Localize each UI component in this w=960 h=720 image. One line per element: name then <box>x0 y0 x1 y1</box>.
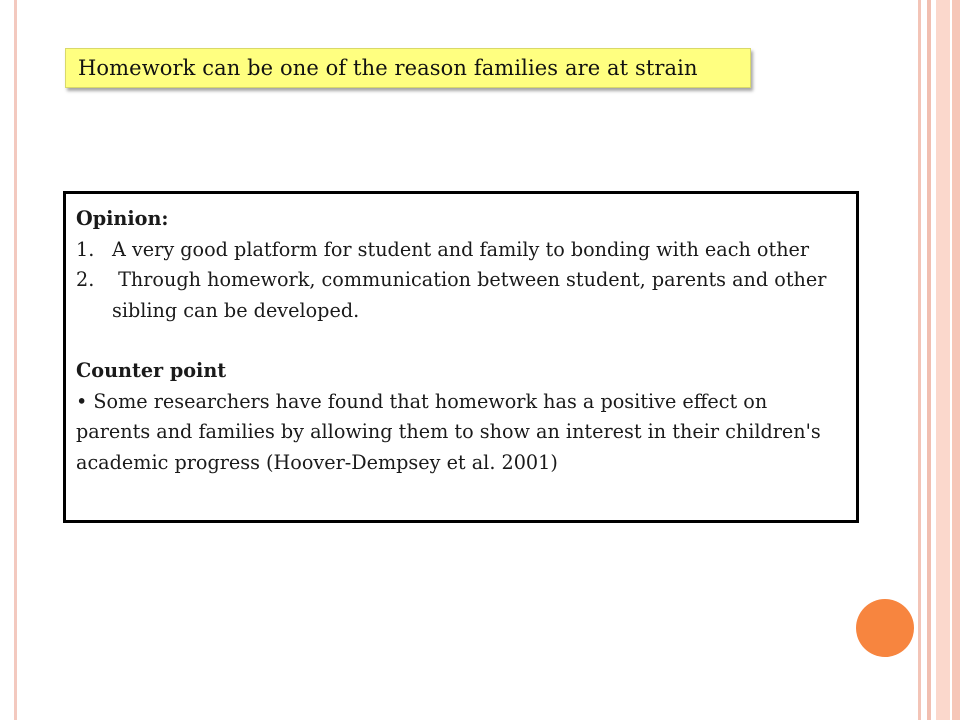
list-item-text: A very good platform for student and family to bonding with each other <box>112 237 810 261</box>
counter-point-heading: Counter point <box>76 359 227 382</box>
content-box <box>63 191 859 523</box>
opinion-list <box>76 235 846 327</box>
stripe <box>927 0 931 720</box>
stripe <box>936 0 950 720</box>
counter-point-text: • Some researchers have found that homework has a positive effect on parents and families by allowing them to show an interest in their children's academic progress (Hoover-Dempsey et al. 2001) <box>76 389 821 474</box>
slide-title: Homework can be one of the reason families are at strain <box>78 56 698 80</box>
stripe <box>952 0 960 720</box>
opinion-heading: Opinion: <box>76 207 169 230</box>
list-item-text: Through homework, communication between student, parents and other sibling can be developed. <box>112 268 833 322</box>
slide-title-box <box>65 48 751 88</box>
left-border-line <box>14 0 17 720</box>
spacer <box>76 326 846 356</box>
list-item <box>76 235 846 266</box>
stripe <box>918 0 921 720</box>
right-decorative-stripes <box>918 0 960 720</box>
list-item-number: 1. <box>76 237 95 261</box>
orange-circle-decoration <box>856 599 914 657</box>
list-item-number: 2. <box>76 268 95 291</box>
list-item <box>76 265 846 326</box>
